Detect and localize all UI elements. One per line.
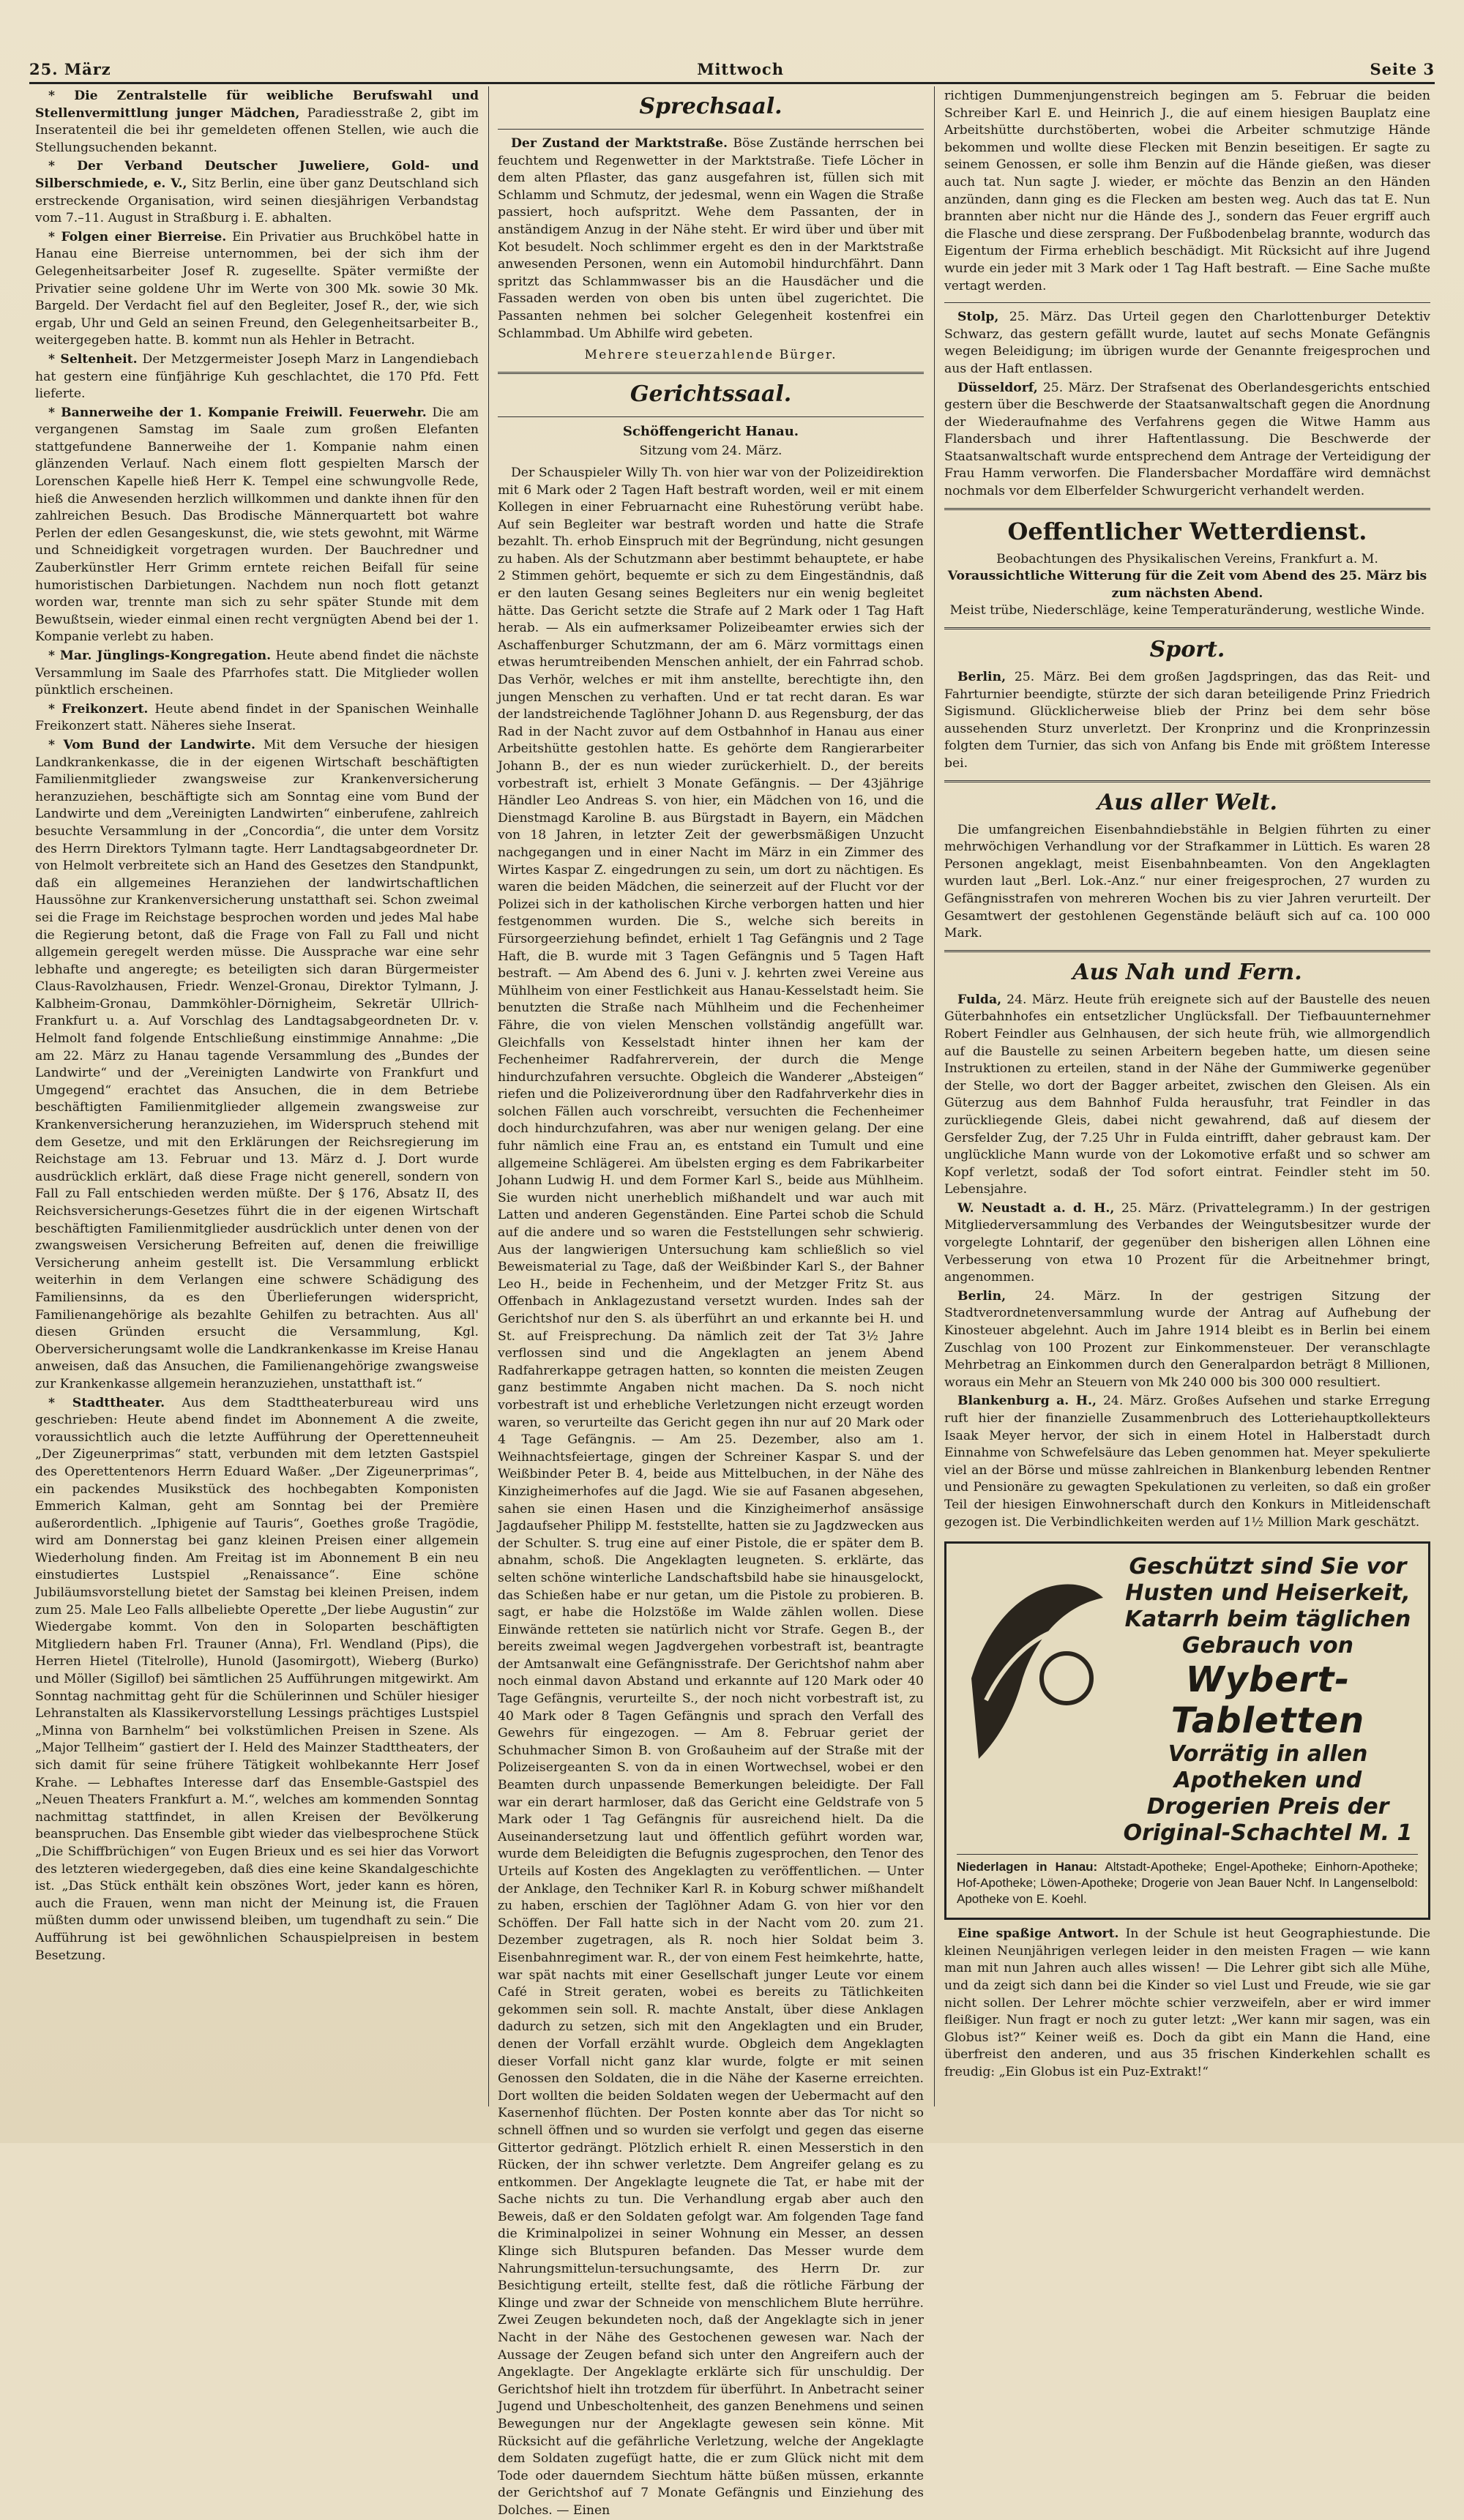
article-text: Aus dem Stadttheaterbureau wird uns geschrieben: Heute abend findet im Abonnement A die zweite, voraussichtlich auch die letzte Aufführung der Operettenneuheit „Der Zigeunerprimas“ statt, verbunden mit dem letzten Gastspiel des Operettentenors Herrn Eduard Waßer. „Der Zigeunerprimas“, ein packendes Musikstück des hochbegabten Komponisten Emmerich Kalman, geht am Sonntag bei der Première außerordentlich. „Iphigenie auf Tauris“, Goethes große Tragödie, wird am Donnerstag bei ganz kleinen Preisen einer allgemein Wiederholung finden. Am Freitag ist im Abonnement B ein neu einstudiertes Lustspiel „Renaissance“. Eine schöne Jubiläumsvorstellung bietet der Samstag bei kleinen Preisen, indem zum 25. Male Leo Falls allbeliebte Operette „Der liebe Augustin“ zur Wiedergabe kommt. Von den in Soloparten beschäftigten Mitgliedern haben Frl. Trauner (Anna), Frl. Wendland (Pips), die Herren Hietel (Titelrolle), Hunold (Jasomirgott), Wieberg (Burko) und Möller (Sigillof) bei sämtlichen 25 Aufführungen mitgewirkt. Am Sonntag nachmittag geht für die Schülerinnen und Schüler hiesiger Lehranstalten als Klassikervorstellung Lessings prächtiges Lustspiel „Minna von Barnhelm“ bei volkstümlichen Preisen in Szene. Als „Major Tellheim“ gastiert der I. Held des Mainzer Stadttheaters, der sich damit für seine frühere Tätigkeit wohlbekannte Herr Josef Krahe. — Lebhaftes Interesse darf das Ensemble-Gastspiel des „Neuen Theaters Frankfurt a. M.“, welches am kommenden Sonntag nachmittag stattfindet, in allen Kreisen der Bevölkerung beanspruchen. Das Ensemble gibt wieder das vielbesprochene Stück „Die Schiffbrüchigen“ von Eugen Brieux und es sei hier das Vorwort des letzteren wiedergegeben, daß dies eine keine Skandalgeschichte ist. „Das Stück enthält kein obszönes Wort, jeder kann es hören, auch die Frauen, wenn man nicht der Meinung ist, die Frauen müßten dumm oder unwissend bleiben, um tugendhaft zu sein.“ Die Aufführung ist bei gewöhnlichen Schauspielpreisen in bestem Besetzung. bbox=[35, 1395, 479, 1963]
article-freikonzert bbox=[35, 701, 479, 736]
article-marktstrasse bbox=[498, 135, 924, 343]
section-title-wetterdienst: Oeffentlicher Wetterdienst. bbox=[1007, 517, 1367, 545]
section-rule bbox=[498, 129, 924, 130]
article-duesseldorf bbox=[944, 380, 1430, 501]
article-lead: * Der Verband Deutscher Juweliere, Gold- und Silberschmiede, e. V., bbox=[35, 159, 479, 191]
article-text: Mit dem Versuche der hiesigen Landkrankenkasse, die in der eigenen Wirtschaft beschäftigten Familienmitglieder zwangsweise zur Krankenversicherung heranzuziehen, beschäftigte sich am Sonntag eine vom Bund der Landwirte und dem „Vereinigten Landwirten“ einberufene, zahlreich besuchte Versammlung in der „Concordia“, die unter dem Vorsitz des Herrn Direktors Tylmann tagte. Herr Landtagsabgeordneter Dr. von Helmolt verbreitete sich an Hand des Gesetzes den Standpunkt, daß ein allgemeines Heranziehen der landwirtschaftlichen Haussöhne zur Krankenversicherung unstatthaft sei. Schon zweimal sei die Frage im Reichstage besprochen worden und jedes Mal habe die Regierung betont, daß die Frage von Fall zu Fall und nicht allgemein geregelt werden müsse. Die Aussprache war eine sehr lebhafte und angeregte; es beteiligten sich daran Bürgermeister Claus-Ravolzhausen, Friedr. Wenzel-Gronau, Direktor Tylmann, J. Kalbheim-Gronau, Dammköhler-Dörnigheim, Sekretär Ullrich-Frankfurt u. a. Auf Vorschlag des Landtagsabgeordneten Dr. v. Helmolt fand folgende Entschließung einstimmige Annahme: „Die am 22. März zu Hanau tagende Versammlung des „Bundes der Landwirte“ und der „Vereinigten Landwirte von Frankfurt und Umgegend“ erachtet das Ansuchen, die in dem Betriebe beschäftigten Familienmitglieder allgemein zwangsweise zur Krankenversicherung heranzuziehen, im Widerspruch stehend mit dem Gesetze, und mit den Erklärungen der Reichsregierung im Reichstage am 13. Februar und 13. März d. J. Dort wurde ausdrücklich erklärt, daß diese Frage nicht generell, sondern von Fall zu Fall entschieden werden müßte. Der § 176, Absatz II, des Reichsversicherungs-Gesetzes führt die in der eigenen Wirtschaft beschäftigten Familienmitglieder ausdrücklich unter denen von der zwangsweisen Versicherung Befreiten auf, denen die freiwillige Versicherung anheim gestellt ist. Die Versammlung erblickt weiterhin in dem Verlangen eine schwere Schädigung des Familiensinns, da es den Überlieferungen widerspricht, Familienangehörige als bezahlte Gehilfen zu betrachten. Aus all' diesen Gründen ersucht die Versammlung, Kgl. Oberversicherungsamt wolle die Landkrankenkasse im Kreise Hanau anweisen, daß das Ansuchen, die Familienangehörige zwangsweise zur Krankenkasse allgemein heranzuziehen, unstatthaft ist.“ bbox=[35, 737, 479, 1391]
section-title-sport: Sport. bbox=[1149, 637, 1225, 663]
article-juweliere bbox=[35, 158, 479, 227]
section-title-aus-aller-welt: Aus aller Welt. bbox=[1097, 789, 1278, 815]
dateline-place: Fulda, bbox=[957, 992, 1002, 1007]
header-page-number: Seite 3 bbox=[1370, 59, 1435, 78]
article-seltenheit bbox=[35, 351, 479, 403]
section-rule bbox=[498, 416, 924, 417]
column-sprechsaal-gericht bbox=[498, 88, 924, 2518]
article-lead: * Stadttheater. bbox=[48, 1395, 165, 1410]
article-text: Heute früh ereignete sich auf der Baustelle des neuen Güterbahnhofes ein entsetzlicher Unglücksfall. Der Tiefbauunternehmer Robert Feindler aus Gelnhausen, der sich heute früh, wie allmorgendlich auf die Baustelle zu seinen Arbeitern begeben hatte, um diesen seine Instruktionen zu erteilen, stand in der Nähe der Gummiwerke gegenüber der Stelle, wo dort der Bagger arbeitet, zwischen den Gleisen. Als ein Güterzug aus dem Bahnhof Fulda herausfuhr, trat Feindler in das zurückliegende Gleis, dabei nicht gewahrend, daß auf diesem der Gersfelder Zug, der 7.25 Uhr in Fulda eintrifft, daher gebraust kam. Der unglückliche Mann wurde von der Lokomotive erfaßt und so schwer am Kopf verletzt, sodaß der Tod sofort eintrat. Feindler steht im 50. Lebensjahre. bbox=[944, 992, 1430, 1197]
court-report-text: Der Schauspieler Willy Th. von hier war von der Polizeidirektion mit 6 Mark oder 2 Tagen Haft bestraft worden, weil er mit einem Kollegen in einer Februarnacht eine Ruhestörung verübt habe. Auf sein Begleiter war bestraft worden und hatte die Strafe bezahlt. Th. erhob Einspruch mit der Begründung, nicht gesungen zu haben. Als der Schutzmann aber bestimmt behauptete, er habe 2 Stimmen gehört, bequemte er sich zu dem Eingeständnis, daß er den lauten Gesang seines Begleiters nur ein wenig begleitet hätte. Das Gericht setzte die Strafe auf 2 Mark oder 1 Tag Haft herab. — Als ein aufmerksamer Polizeibeamter erwies sich der Aschaffenburger Schutzmann, der am 6. März vormittags einen etwas herumtreibenden Menschen anhielt, der ein Fahrrad schob. Das Verhör, welches er mit ihm anstellte, berechtigte ihn, den jungen Menschen zu verhaften. Und er tat recht daran. Es war der landstreichende Taglöhner Johann D. aus Regensburg, der das Rad in der Nacht zuvor auf dem Ostbahnhof in Hanau aus einer Arbeitshütte gestohlen hatte. Es gehörte dem Rangierarbeiter Johann B., der es nun wieder zurückerhielt. D., der bereits vorbestraft ist, erhielt 3 Monate Gefängnis. — Der 43jährige Händler Leo Andreas S. von hier, ein Mädchen von 16, und die Dienstmagd Karoline B. aus Bürgstadt in Bayern, ein Mädchen von 18 Jahren, in letzter Zeit der gewerbsmäßigen Unzucht nachgegangen und in einer Nacht im März in ein Zimmer des Wirtes Kaspar Z. eingedrungen zu sein, um dort zu nächtigen. Es waren die beiden Mädchen, die seinerzeit auf der Flucht vor der Polizei sich in der katholischen Kirche verborgen hatten und hier festgenommen wurden. Die S., welche sich bereits in Fürsorgeerziehung befindet, erhielt 1 Tag Gefängnis und 2 Tage Haft, die B. wurde mit 3 Tagen Gefängnis und 5 Tagen Haft bestraft. — Am Abend des 6. Juni v. J. kehrten zwei Vereine aus Mühlheim von einer Festlichkeit aus Hanau-Kesselstadt heim. Sie benutzten die Straße nach Mühlheim und die Fechenheimer Fähre, die von vielen Menschen vollständig angefüllt war. Gleichfalls von Kesselstadt hinter ihnen her kam der Fechenheimer Radfahrerverein, der durch die Menge hindurchzufahren versuchte. Obgleich die Wanderer „Absteigen“ riefen und die Polizeiverordnung über den Radfahrverkehr dies in solchen Fällen auch vorschreibt, versuchten die Fechenheimer doch hindurchzufahren, was aber nur wenigen gelang. Der eine fuhr nämlich eine Frau an, es entstand ein Tumult und eine allgemeine Schlägerei. Am übelsten erging es dem Fabrikarbeiter Johann Ludwig H. und dem Former Karl S., beide aus Mühlheim. Sie wurden nicht unerheblich mißhandelt und war auch mit Latten und anderen Gegenständen. Eine Partei schob die Schuld auf die andere und so waren die Feststellungen sehr schwierig. Aus der langwierigen Untersuchung kam schließlich so viel Beweismaterial zu Tage, daß der Weißbinder Karl S., der Bahner Leo H., beide in Fechenheim, und der Metzger Fritz St. aus Offenbach in Anklagezustand versetzt wurden. Indes sah der Gerichtshof nur den S. als überführt an und erkannte bei H. und St. auf Freisprechung. Da nämlich zeit der Tat 3½ Jahre verflossen sind und die Angeklagten an jenem Abend Radfahrerkappe getragen hatten, so konnten die meisten Zeugen ganz bestimmte Angaben nicht machen. Da S. noch nicht vorbestraft ist und erhebliche Verletzungen nicht erzeugt worden waren, so verurteilte das Gericht gegen ihn nur auf 20 Mark oder 4 Tage Gefängnis. — Am 25. Dezember, also am 1. Weihnachtsfeiertage, gingen der Schreiner Kaspar S. und der Weißbinder Peter B. 4, beide aus Mittelbuchen, in der Nähe des Kinzigheimerhofes auf die Jagd. Wie sie auf Fasanen abgesehen, sahen sie einen Hasen und die Kinzigheimerhof ansässige Jagdaufseher Philipp M. feststellte, hatten sie zu Jagdzwecken aus der Schulter. S. trug eine auf einer Pistole, die er später dem B. abnahm, schoß. Die Angeklagten leugneten. S. erklärte, das selten schöne winterliche Landschaftsbild habe sie hinausgelockt, das Schießen habe er nur getan, um die Pistole zu probieren. B. sagt, er habe die Holzstöße im Walde zählen wollen. Diese Einwände retteten sie natürlich nicht vor Strafe. Gegen B., der bereits zweimal wegen Jagdvergehen vorbestraft ist, beantragte der Amtsanwalt eine Gefängnisstrafe. Der Gerichtshof nahm aber noch einmal davon Abstand und erkannte auf 120 Mark oder 40 Tage Gefängnis, verurteilte S., der noch nicht vorbestraft ist, zu 40 Mark oder 8 Tagen Gefängnis und sprach den Verfall des Gewehrs für eingezogen. — Am 8. Februar geriet der Schuhmacher Simon B. von Großauheim auf der Straße mit der Polizeisergeanten S. von da in einen Wortwechsel, wobei er den Beamten durch unpassende Bemerkungen beleidigte. Der Fall war ein derart harmloser, daß das Gericht eine Geldstrafe von 5 Mark oder 1 Tag Gefängnis für ausreichend hielt. Da die Auseinandersetzung laut und öffentlich geführt worden war, wurde dem Beleidigten die Befugnis zugesprochen, den Tenor des Urteils auf Kosten des Angeklagten zu veröffentlichen. — Unter der Anklage, den Techniker Karl R. in Koburg schwer mißhandelt zu haben, erschien der Taglöhner Adam G. von hier vor den Schöffen. Der Fall hatte sich in der Nacht vom 20. zum 21. Dezember zugetragen, als R. noch hier Soldat beim 3. Eisenbahnregiment war. R., der von einem Fest heimkehrte, hatte, war spät nachts mit einer Gesellschaft junger Leute vor einem Café in Streit geraten, wobei es bereits zu Tätlichkeiten gekommen sein soll. R. machte Anstalt, über diese Anklagen dadurch zu setzen, sich mit den Angeklagten und ein Bruder, denen der Vorfall erzählt wurde. Obgleich dem Angeklagten dieser Vorfall nicht ganz klar wurde, folgte er mit seinen Genossen den Soldaten, die in die Nähe der Kaserne erreichten. Dort wollten die beiden Soldaten wegen der Uebermacht auf den Kasernenhof flüchten. Der Posten konnte aber das Tor nicht so schnell öffnen und so wurden sie verfolgt und gegen das eiserne Gittertor gedrängt. Plötzlich erhielt R. einen Messerstich in den Rücken, der ihn schwer verletzte. Dem Angreifer gelang es zu entkommen. Der Angeklagte leugnete die Tat, er habe mit der Sache nichts zu tun. Die Verhandlung ergab aber auch den Beweis, daß er den Soldaten gefolgt war. Am folgenden Tage fand die Kriminalpolizei in seiner Wohnung ein Messer, an dessen Klinge sich Blutspuren befanden. Das Messer wurde dem Nahrungsmittelun-tersuchungsamte, des Herrn Dr. zur Besichtigung erteilt, stellte fest, daß die rötliche Färbung der Klinge und zwar der Schneide von menschlichem Blute herrühre. Zwei Zeugen bekundeten noch, daß der Angeklagte sich in jener Nacht in der Nähe des Gestochenen gewesen war. Nach der Aussage der Zeugen befand sich unter den Angreifern auch der Angeklagte. Der Angeklagte erklärte sich für unschuldig. Der Gerichtshof hielt ihn trotzdem für überführt. In Anbetracht seiner Jugend und Unbescholtenheit, des ganzen Benehmens und seinen Bewegungen nur der Angeklagte gewesen sein könne. Mit Rücksicht auf die gefährliche Verletzung, welche der Angeklagte dem Soldaten zugefügt hatte, die er zum Glück nicht mit dem Tode oder dauerndem Siechtum hätte büßen müssen, erkannte der Gerichtshof auf 7 Monate Gefängnis und Einziehung des Dolches. — Einen bbox=[498, 465, 924, 2518]
section-rule bbox=[944, 302, 1430, 303]
article-text: In der Schule ist heut Geographiestunde. Die kleinen Neunjährigen verlegen leider in den meisten Fragen — wie kann man mit nun Jahren auch alles wissen! — Die Lehrer gibt sich alle Mühe, und da zeigt sich dann bei die Kinder so viel Lust und Freude, wie sie gar nicht sollen. Der Lehrer möchte schier verzweifeln, aber er wird immer fleißiger. Nun fragt er noch zu guter letzt: „Wer kann mir sagen, was ein Globus ist?“ Keiner weiß es. Doch da gibt ein Mann die Hand, eine überfreist den anderen, und aus 35 frischen Kinderkehlen schallt es freudig: „Ein Globus ist ein Puz-Extrakt!“ bbox=[944, 1926, 1430, 2079]
article-eisenbahndiebstaehle: Die umfangreichen Eisenbahndiebstähle in Belgien führten zu einer mehrwöchigen Verhandlung vor der Strafkammer in Lüttich. Es waren 28 Personen angeklagt, meist Eisenbahnbeamten. Von den Angeklagten wurden laut „Berl. Lok.-Anz.“ nur einer freigesprochen, 27 wurden zu Gefängnisstrafen von mehreren Wochen bis zu vier Jahren verurteilt. Der Gesamtwert der gestohlenen Gegenstände beläuft sich auf ca. 100 000 Mark. bbox=[944, 822, 1430, 941]
advertisement-wybert bbox=[944, 1541, 1430, 1920]
article-lead: * Freikonzert. bbox=[48, 701, 149, 717]
article-blankenburg bbox=[944, 1393, 1430, 1531]
ad-headline-text: Geschützt sind Sie vor Husten und Heiserkeit, Katarrh beim täglichen Gebrauch von bbox=[1124, 1554, 1411, 1659]
section-rule bbox=[944, 508, 1430, 510]
ad-retailers bbox=[957, 1854, 1418, 1907]
dateline-place: Berlin, bbox=[957, 1288, 1006, 1304]
dateline-date: 25. März. (Privattelegramm.) bbox=[1121, 1200, 1314, 1216]
article-berlin-stadtverordnete bbox=[944, 1288, 1430, 1392]
section-rule bbox=[944, 627, 1430, 629]
article-stolp bbox=[944, 309, 1430, 378]
article-text: Bei dem großen Jagdspringen, das das Reit- und Fahrturnier beendigte, stürzte der sich daran beteiligende Prinz Friedrich Sigismund. Glücklicherweise blieb der Prinz bei dem sehr böse aussehenden Sturz unverletzt. Der Kronprinz und die Kronprinzessin folgten dem Turnier, das sich von Anfang bis Ende mit größtem Interesse bei. bbox=[944, 670, 1430, 771]
page-header bbox=[29, 54, 1435, 83]
dateline-place: Blankenburg a. H., bbox=[957, 1394, 1097, 1409]
dateline-date: 24. März. bbox=[1006, 992, 1069, 1007]
article-spassige-antwort bbox=[944, 1926, 1430, 2081]
article-neustadt bbox=[944, 1200, 1430, 1287]
article-lead: * Folgen einer Bierreise. bbox=[48, 229, 227, 244]
header-date: 25. März bbox=[29, 59, 111, 78]
letter-signature: Mehrere steuerzahlende Bürger. bbox=[584, 348, 837, 363]
article-text: In der gestrigen Mitgliederversammlung des Verbandes der Weingutsbesitzer wurde der vorgelegte Lohntarif, der gegenüber den bisherigen allen Löhnen eine Verbesserung von etwa 10 Prozent für die Arbeitnehmer bringt, angenommen. bbox=[944, 1200, 1430, 1285]
dateline-date: 25. März. bbox=[1009, 310, 1078, 325]
dateline-place: Düsseldorf, bbox=[957, 380, 1038, 395]
article-text: Böse Zustände herrschen bei feuchtem und Regenwetter in der Marktstraße. Tiefe Löcher in dem alten Pflaster, das ganz ausgefahren ist, füllen sich mit Schlamm und Schmutz, der jedesmal, wenn ein Wagen die Straße passiert, hoch aufspritzt. Wehe dem Passanten, der in anständigem Anzug in der Nähe steht. Er wird über und über mit Kot besudelt. Noch schlimmer ergeht es den in der Marktstraße anwesenden Personen, wenn ein Automobil hindurchfährt. Dann spritzt das Schlammwasser bis an die Hausdächer und die Fassaden werden von oben bis unten übel zugerichtet. Die Passanten nehmen bei solcher Gelegenheit kostenfrei ein Schlammbad. Um Abhilfe wird gebeten. bbox=[498, 136, 924, 341]
column-divider bbox=[934, 86, 935, 2106]
article-bierreise bbox=[35, 229, 479, 350]
article-text: In der gestrigen Sitzung der Stadtverordnetenversammlung wurde der Antrag auf Aufhebung der Kinosteuer abgelehnt. Auch im Jahre 1914 bleibt es in Berlin bei einem Zuschlag von 100 Prozent zur Einkommensteuer. Der veranschlagte Mehrbetrag an Einkommen durch den Generalpardon beträgt 8 Millionen, woraus ein Mehr an Steuern von Mk 240 000 bis 300 000 resultiert. bbox=[944, 1288, 1430, 1390]
article-lead: * Bannerweihe der 1. Kompanie Freiwill. Feuerwehr. bbox=[48, 405, 427, 420]
article-text: Die am vergangenen Samstag im Saale zum großen Elefanten stattgefundene Bannerweihe der 1. Kompanie nahm einen glänzenden Verlauf. Nach einem flott gespielten Marsch der Lorenschen Kapelle hieß Herr K. Tempel eine schwungvolle Rede, hieß die Anwesenden herzlich willkommen und dankte ihnen für den zahlreichen Besuch. Das Brodische Männerquartett bot wahre Perlen der edlen Gesangeskunst, die, wie stets gewohnt, mit Wärme und Schneidigkeit vorgetragen wurden. Der Bauchredner und Zauberkünstler Herr Grimm erntete reichen Beifall für seine humoristischen Darbietungen. Nachdem nun noch flott getanzt worden war, trennte man sich zu sehr später Stunde mit dem Bewußtsein, wieder einmal einen recht vergnügten Abend bei der 1. Kompanie verlebt zu haben. bbox=[35, 405, 479, 645]
dateline-place: Stolp, bbox=[957, 310, 999, 325]
article-lead: * Vom Bund der Landwirte. bbox=[48, 737, 255, 752]
article-text: Großes Aufsehen und starke Erregung ruft hier der finanzielle Zusammenbruch des Lotteriehauptkollekteurs Isaak Meyer hervor, der sich in einem Hotel in Halberstadt durch Einnahme von Schwefelsäure das Leben genommen hat. Meyer spekulierte viel an der Börse und müsse zahlreichen in Blankenburg lebenden Rentner und Pensionäre zu gewagten Spekulationen zu verleiten, so daß ein großer Teil der hiesigen Einwohnerschaft durch den Konkurs in Mitleidenschaft gezogen ist. Die Verbindlichkeiten werden auf 1½ Million Mark geschätzt. bbox=[944, 1394, 1431, 1530]
article-text: Der Metzgermeister Joseph Marz in Langendiebach hat gestern eine fünfjährige Kuh geschlachtet, die 170 Pfd. Fett lieferte. bbox=[35, 351, 479, 402]
article-text: Ein Privatier aus Bruchköbel hatte in Hanau eine Bierreise unternommen, bei der sich ihm der Gelegenheitsarbeiter Josef R. zugesellte. Später vermißte der Privatier seine goldene Uhr im Werte von 300 Mk. sowie 30 Mk. Bargeld. Der Verdacht fiel auf den Begleiter, Josef R., der, wie sich ergab, Uhr und Geld an seinen Freund, den Gelegenheitsarbeiter B., weitergegeben hatte. B. kommt nun als Hehler in Betracht. bbox=[35, 229, 479, 348]
article-stadttheater bbox=[35, 1395, 479, 1965]
article-kongregation bbox=[35, 648, 479, 700]
dateline-date: 24. März. bbox=[1034, 1288, 1121, 1304]
court-report-continued: richtigen Dummenjungenstreich begingen am 5. Februar die beiden Schreiber Karl E. und Heinrich J., die auf einem hiesigen Bauplatz eine Arbeitshütte durchstöberten, wobei die Arbeiter schmutzige Hände bekommen und wollte diese Flecken mit Benzin beseitigen. Er sagte zu seinem Genossen, er solle ihm Benzin auf die Hände gießen, was dieser auch tat. Nun sagte J. wieder, er möchte das Benzin an den Händen anzünden, dann ging es die Flecken am besten weg. Auch das tat E. Nun brannten aber nicht nur die Hände des J., sondern das Feuer ergriff auch die Flasche und diese zersprang. Der Fußbodenbelag brannte, wodurch das Eigentum der Firma erheblich beschädigt. Mit Rücksicht auf ihre Jugend wurde ein jeder mit 3 Mark oder 1 Tag Haft bestraft. — Eine Sache mußte vertagt werden. bbox=[944, 89, 1430, 293]
article-bund-landwirte bbox=[35, 737, 479, 1394]
column-divider bbox=[488, 86, 489, 2106]
weather-forecast: Meist trübe, Niederschläge, keine Temperaturänderung, westliche Winde. bbox=[949, 603, 1425, 618]
section-title-gerichtssaal: Gerichtssaal. bbox=[630, 381, 792, 407]
article-text: Paradiesstraße 2, gibt im Inseratenteil die bei ihr gemeldeten offenen Stellen, wie auch die Stellungsuchenden bekannt. bbox=[35, 105, 479, 155]
article-lead: * Die Zentralstelle für weibliche Berufswahl und Stellenvermittlung junger Mädchen, bbox=[35, 89, 479, 121]
section-rule bbox=[944, 780, 1430, 782]
article-lead: * Seltenheit. bbox=[48, 351, 138, 367]
section-rule bbox=[498, 372, 924, 374]
ad-illustration-icon bbox=[957, 1554, 1118, 1773]
column-local-news bbox=[35, 88, 479, 2114]
dateline-date: 25. März. bbox=[1014, 670, 1080, 685]
article-text: Heute abend findet in der Spanischen Weinhalle Freikonzert statt. Näheres siehe Inserat. bbox=[35, 701, 479, 734]
ad-body bbox=[957, 1554, 1418, 1847]
weather-source: Beobachtungen des Physikalischen Vereins, Frankfurt a. M. bbox=[996, 551, 1378, 567]
article-zentralstelle bbox=[35, 88, 479, 157]
ad-tagline: Vorrätig in allen Apotheken und Drogerien Preis der Original-Schachtel M. 1 bbox=[1123, 1741, 1413, 1847]
session-date: Sitzung vom 24. März. bbox=[639, 444, 783, 459]
article-text: Heute abend findet die nächste Versammlung im Saale des Pfarrhofes statt. Die Mitglieder wollen pünktlich erscheinen. bbox=[35, 648, 479, 698]
ad-retailers-label: Niederlagen in Hanau: bbox=[957, 1860, 1098, 1874]
court-name: Schöffengericht Hanau. bbox=[622, 423, 799, 439]
section-rule bbox=[944, 950, 1430, 952]
column-news bbox=[944, 88, 1430, 2114]
dateline-date: 25. März. bbox=[1042, 380, 1105, 395]
dateline-date: 24. März. bbox=[1102, 1394, 1167, 1409]
article-lead: Eine spaßige Antwort. bbox=[957, 1926, 1119, 1942]
article-text: Das Urteil gegen den Charlottenburger Detektiv Schwarz, das gestern gefällt wurde, lautet auf sechs Monate Gefängnis wegen Beleidigung; im übrigen wurde der Genannte freigesprochen und aus der Haft entlassen. bbox=[944, 310, 1430, 376]
section-title-aus-nah-und-fern: Aus Nah und Fern. bbox=[1072, 959, 1302, 985]
dateline-place: W. Neustadt a. d. H., bbox=[957, 1200, 1115, 1216]
article-sport-berlin bbox=[944, 669, 1430, 773]
article-text: Sitz Berlin, eine über ganz Deutschland sich erstreckende Organisation, wird seinen diesjährigen Verbandstag vom 7.–11. August in Straßburg i. E. abhalten. bbox=[35, 176, 479, 226]
article-fulda bbox=[944, 992, 1430, 1199]
ad-retailers-list: Altstadt-Apotheke; Engel-Apotheke; Einhorn-Apotheke; Hof-Apotheke; Löwen-Apotheke; Drogerie von Jean Bauer Nchf. In Langenselbold: Apotheke von E. Koehl. bbox=[957, 1860, 1418, 1907]
article-bannerweihe bbox=[35, 405, 479, 646]
article-text: Der Strafsenat des Oberlandesgerichts entschied gestern über die Beschwerde der Staatsanwaltschaft gegen die Anordnung der Wiederaufnahme des Verfahrens gegen die Witwe Hamm aus Flandersbach und ihrer Haftentlassung. Die Beschwerde der Staatsanwaltschaft wurde entsprechend dem Antrage der Verteidigung der Frau Hamm verworfen. Die Flandersbacher Mordaffäre wird demnächst nochmals vor dem Elberfelder Schwurgericht verhandelt werden. bbox=[944, 380, 1430, 499]
ad-brand-name: Wybert-Tabletten bbox=[1170, 1659, 1365, 1742]
header-rule bbox=[29, 82, 1435, 84]
header-weekday: Mittwoch bbox=[697, 59, 784, 78]
section-title-sprechsaal: Sprechsaal. bbox=[639, 94, 783, 119]
dateline-place: Berlin, bbox=[957, 670, 1006, 685]
article-lead: Der Zustand der Marktstraße. bbox=[511, 136, 728, 151]
ad-headline bbox=[1118, 1554, 1418, 1847]
article-lead: * Mar. Jünglings-Kongregation. bbox=[48, 648, 272, 663]
weather-forecast-heading: Voraussichtliche Witterung für die Zeit vom Abend des 25. März bis zum nächsten Abend. bbox=[947, 569, 1427, 601]
